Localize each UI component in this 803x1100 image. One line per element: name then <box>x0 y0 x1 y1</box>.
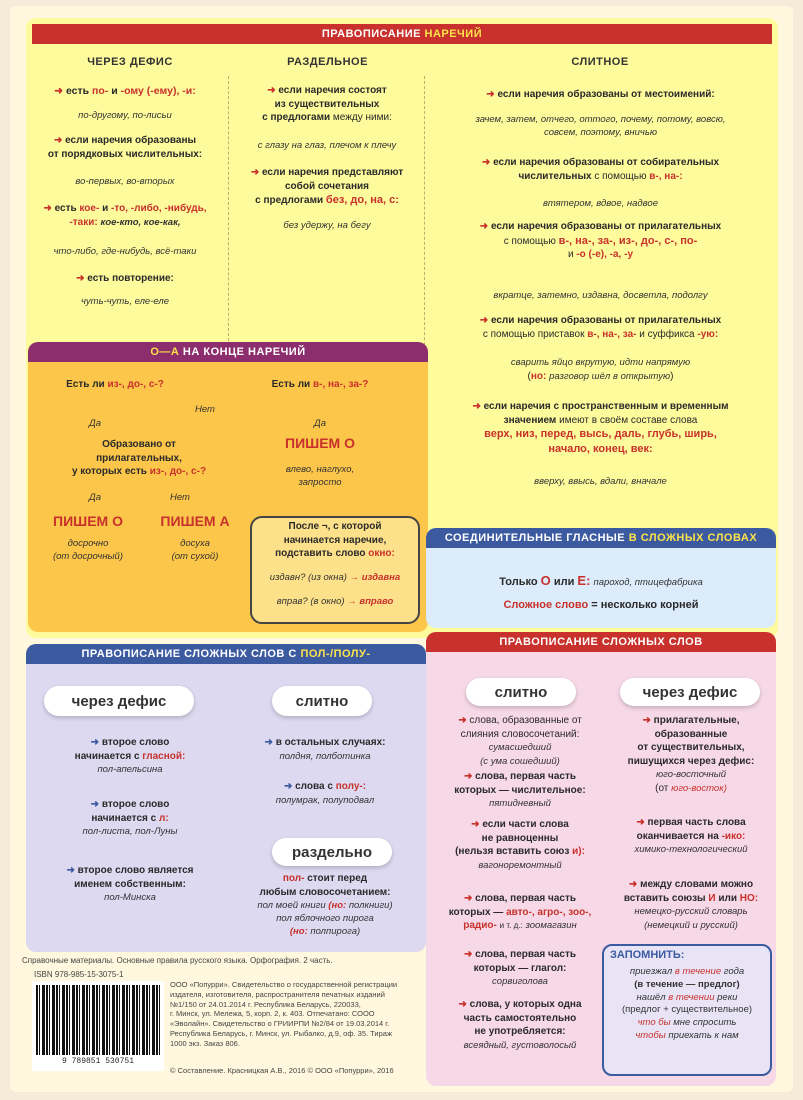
comp-slit-rule-1: ➜ слова, образованные от слияния словосочетаний: сумасшедший (с ума сошедший) <box>458 715 582 767</box>
compound-words-title: ПРАВОПИСАНИЕ СЛОЖНЫХ СЛОВ <box>426 632 776 652</box>
oa-write-o: ПИШЕМ О <box>53 513 123 529</box>
arrow-right-icon: ➜ <box>76 273 85 284</box>
slit-rule-1: ➜ если наречия образованы от местоимений: <box>486 89 715 100</box>
arrow-right-icon: ➜ <box>479 315 489 326</box>
arrow-right-icon: ➜ <box>463 771 473 782</box>
arrow-right-icon: ➜ <box>90 799 100 810</box>
razd-example-1: с глазу на глаз, плечом к плечу <box>257 140 397 151</box>
oa-write-a: ПИШЕМ А <box>160 513 230 529</box>
arrow-right-icon: ➜ <box>283 781 293 792</box>
arrow-right-icon: ➜ <box>54 85 64 97</box>
oa-example-a: досуха (от сухой) <box>171 538 219 562</box>
defis-rule-2: ➜ если наречия образованы от порядковых числительных: <box>47 135 203 160</box>
slit-example-5: вверху, ввысь, вдали, вначале <box>534 476 667 487</box>
pol-rule-3: ➜ второе слово является именем собственным: пол-Минска <box>66 865 194 903</box>
arrow-right-icon: ➜ <box>479 221 489 232</box>
comp-defis-rule-1: ➜ прилагательные, образованные от существительных, пишущихся через дефис: юго-восточный (от юго-восток) <box>627 715 755 794</box>
arrow-right-icon: ➜ <box>642 715 651 726</box>
footer-publisher: ООО «Попурри». Свидетельство о государственной регистрации издателя, изготовителя, распространителя печатных изданий №1/150 от 24.01.2014 г. Республика Беларусь, 220033, г. Минск, ул. Мележа, 5, корп. 2, к. 403. Отпечатано: СООО «Эволайн». Свидетельство о ГРИИРПИ №2/84 от 19.03.2014 г. Республика Беларусь, г. Минск, ул. Рыбалко, д.9, оф. 35. Тираж 1000 экз. Заказ 806. <box>170 980 398 1048</box>
oa-no-2: Нет <box>170 492 190 503</box>
pol-bubble-slitno: слитно <box>272 686 372 716</box>
slit-example-1: зачем, затем, отчего, оттого, почему, потому, вовсю, совсем, поэтому, вничью <box>475 114 726 138</box>
comp-slit-rule-4: ➜ слова, первая часть которых — авто-, агро-, зоо-, радио- и т. д.: зоомагазин <box>448 893 592 931</box>
arrow-right-icon: ➜ <box>458 715 467 726</box>
footer-isbn: ISBN 978-985-15-3075-1 <box>34 970 124 979</box>
title-text: ПРАВОПИСАНИЕ <box>321 28 421 40</box>
comp-slit-rule-6: ➜ слова, у которых одна часть самостоятельно не употребляется: всеядный, густоволосый <box>458 999 582 1051</box>
arrow-right-icon: ➜ <box>472 401 481 412</box>
arrow-right-icon: ➜ <box>481 157 491 168</box>
slit-example-2: втятером, вдвое, надвое <box>543 198 658 209</box>
arrow-right-icon: ➜ <box>628 879 638 890</box>
oa-example-o: досрочно (от досрочный) <box>52 538 123 562</box>
comp-defis-rule-3: ➜ между словами можно вставить союзы И или НО: немецко-русский словарь (немецкий и русский) <box>623 879 759 931</box>
comp-slit-rule-2: ➜ слова, первая часть которых — числительное: пятидневный <box>454 771 586 809</box>
oa-write-o-right: ПИШЕМ О <box>285 435 355 451</box>
defis-example-1: по-другому, по-лисьи <box>78 110 172 121</box>
arrow-right-icon: ➜ <box>66 865 75 876</box>
arrow-right-icon: ➜ <box>267 85 276 96</box>
pol-bubble-defis: через дефис <box>44 686 194 716</box>
pol-rule-1: ➜ второе слово начинается с гласной: пол-апельсина <box>74 737 186 775</box>
arrow-right-icon: ➜ <box>463 949 473 960</box>
footer-copyright: © Составление. Красницкая А.В., 2016 © ООО «Попурри», 2016 <box>170 1066 394 1075</box>
razd-example-2: без удержу, на бегу <box>283 220 371 231</box>
slit-example-3: вкратце, затемно, издавна, досветла, подолгу <box>493 290 708 301</box>
arrow-right-icon: ➜ <box>463 893 473 904</box>
slit-example-4: сварить яйцо вкрутую, идти напрямую (но: разговор шёл в открытую) <box>510 357 691 382</box>
arrow-right-icon: ➜ <box>53 135 63 146</box>
comp-defis-rule-2: ➜ первая часть слова оканчивается на -ико: химико-технологический <box>634 817 748 855</box>
pol-rule-6: пол- стоит перед любым словосочетанием: <box>259 873 391 898</box>
footer-reference: Справочные материалы. Основные правила русского языка. Орфография. 2 часть. <box>22 956 333 965</box>
oa-note-example-2: вправ? (в окно) → вправо <box>276 596 394 607</box>
defis-rule-1: ➜ есть по- и -ому (-ему), -и: <box>54 85 196 97</box>
razd-rule-1: ➜ если наречия состоят из существительных с предлогами между ними: <box>262 85 392 123</box>
adverbs-title <box>32 24 772 44</box>
defis-rule-3: ➜ есть кое- и -то, -либо, -нибудь, -таки: кое-кто, кое-как, <box>43 203 207 228</box>
oa-no-1: Нет <box>195 404 215 415</box>
reference-sheet <box>10 6 793 1092</box>
oa-question-2: Есть ли в-, на-, за-? <box>271 379 369 390</box>
razd-rule-2: ➜ если наречия представляют собой сочетания с предлогами без, до, на, с: <box>250 167 404 206</box>
defis-rule-4: ➜ есть повторение: <box>76 273 174 284</box>
slit-rule-2: ➜ если наречия образованы от собирательных числительных с помощью в-, на-: <box>481 157 720 182</box>
arrow-right-icon: ➜ <box>486 89 495 100</box>
col-header-razd: РАЗДЕЛЬНОЕ <box>287 56 368 68</box>
col-header-defis: ЧЕРЕЗ ДЕФИС <box>87 56 173 68</box>
oa-yes-1: Да <box>89 418 101 429</box>
conn-definition: Сложное слово = несколько корней <box>503 599 699 611</box>
arrow-right-icon: → <box>347 596 357 607</box>
oa-yes-2: Да <box>314 418 326 429</box>
pol-polu-title: ПРАВОПИСАНИЕ СЛОЖНЫХ СЛОВ С ПОЛ-/ПОЛУ- <box>26 644 426 664</box>
comp-slit-rule-5: ➜ слова, первая часть которых — глагол: сорвиголова <box>463 949 577 987</box>
col-header-slit: СЛИТНОЕ <box>571 56 629 68</box>
pol-rule-4: ➜ в остальных случаях: полдня, полботинка <box>264 737 386 762</box>
arrow-right-icon: ➜ <box>471 819 480 830</box>
remember-text: приезжал в течение года (в течение — предлог) нашёл в течении реки (предлог + существительное) что бы мне спросить чтобы приехать к нам <box>621 966 753 1042</box>
o-a-title: О—А НА КОНЦЕ НАРЕЧИЙ <box>28 342 428 362</box>
arrow-right-icon: ➜ <box>636 817 645 828</box>
oa-example-right: влево, наглухо, запросто <box>285 464 355 488</box>
arrow-right-icon: ➜ <box>90 737 100 748</box>
arrow-right-icon: ➜ <box>458 999 467 1010</box>
comp-bubble-slitno: слитно <box>466 678 576 706</box>
defis-example-2: во-первых, во-вторых <box>75 176 175 187</box>
conn-rule: Только О или Е: пароход, птицефабрика <box>499 573 703 588</box>
barcode-icon <box>32 981 164 1071</box>
title-highlight: НАРЕЧИЙ <box>424 28 483 40</box>
pol-example-6: пол моей книги (но: полкниги) пол яблочного пирога (но: полпирога) <box>257 900 393 937</box>
oa-question-1: Есть ли из-, до-, с-? <box>66 379 164 390</box>
comp-slit-rule-3: ➜ если части слова не равноценны (нельзя вставить союз и): вагоноремонтный <box>455 819 585 871</box>
pol-rule-2: ➜ второе слово начинается с л: пол-листа, пол-Луны <box>82 799 178 837</box>
pol-bubble-razdelno: раздельно <box>272 838 392 866</box>
barcode-number: 9 789851 530751 <box>61 1057 134 1066</box>
oa-note-example-1: издавн? (из окна) → издавна <box>269 572 401 583</box>
slit-rule-5: ➜ если наречия с пространственным и временным значением имеют в своём составе слова верх, низ, перед, высь, даль, глубь, ширь, начало, конец, век: <box>472 401 729 455</box>
comp-bubble-defis: через дефис <box>620 678 760 706</box>
arrow-right-icon: ➜ <box>250 167 260 178</box>
oa-note-text: После ¬, с которой начинается наречие, подставить слово окно: <box>275 521 395 559</box>
defis-example-4: чуть-чуть, еле-еле <box>81 296 169 307</box>
barcode-bars <box>36 985 160 1055</box>
arrow-right-icon: → <box>349 572 360 583</box>
oa-question-3: Образовано от прилагательных, у которых есть из-, до-, с-? <box>71 439 207 477</box>
remember-title: ЗАПОМНИТЬ: <box>610 949 685 961</box>
oa-yes-3: Да <box>89 492 101 503</box>
slit-rule-3: ➜ если наречия образованы от прилагательных с помощью в-, на-, за-, из-, до-, с-, по- и -о (-е), -а, -у <box>479 221 722 261</box>
arrow-right-icon: ➜ <box>43 203 52 214</box>
pol-rule-5: ➜ слова с полу-: полумрак, полуподвал <box>275 781 375 806</box>
arrow-right-icon: ➜ <box>264 737 273 748</box>
slit-rule-4: ➜ если наречия образованы от прилагательных с помощью приставок в-, на-, за- и суффикса -ую: <box>479 315 722 340</box>
defis-example-3: что-либо, где-нибудь, всё-таки <box>53 246 197 257</box>
connecting-vowels-title: СОЕДИНИТЕЛЬНЫЕ ГЛАСНЫЕ В СЛОЖНЫХ СЛОВАХ <box>426 528 776 548</box>
